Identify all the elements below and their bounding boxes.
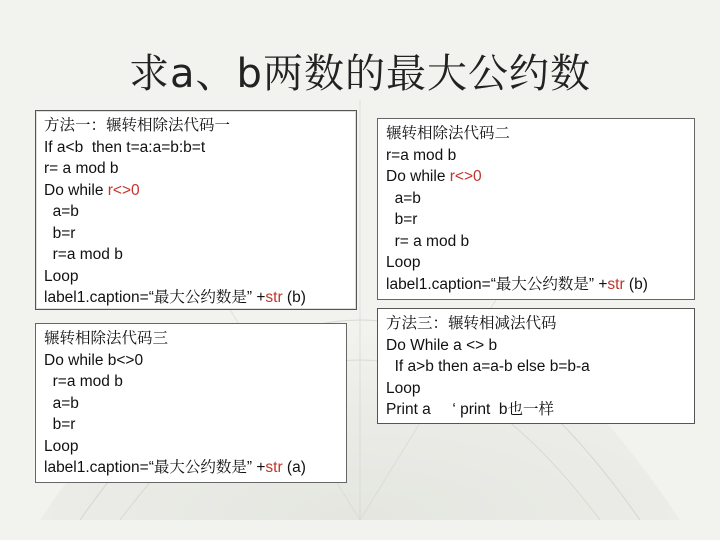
code-line: r=a mod b xyxy=(386,146,457,164)
code-line: 辗转相除法代码三 xyxy=(44,330,169,347)
code-text: Do while xyxy=(386,168,450,185)
code-line xyxy=(378,166,694,188)
code-text: label1.caption=“最大公约数是” + xyxy=(386,275,608,293)
code-line xyxy=(36,180,356,202)
code-text: label1.caption=“最大公约数是” + xyxy=(44,289,266,306)
code-text: Print a xyxy=(386,401,431,418)
code-text: (a) xyxy=(282,459,306,476)
slide-title: 求a、b两数的最大公约数 xyxy=(129,51,591,97)
str-function: str xyxy=(265,289,283,306)
code-line: r= a mod b xyxy=(386,232,470,250)
loop-condition: r<>0 xyxy=(107,181,140,199)
code-line: If a>b then a=a-b else b=b-a xyxy=(386,358,590,375)
code-line: b=r xyxy=(386,211,418,228)
code-line: Do While a <> b xyxy=(386,336,498,354)
code-line: 方法一：辗转相除法代码一 xyxy=(44,117,231,134)
code-line: b=r xyxy=(44,224,76,242)
code-line xyxy=(36,287,356,309)
code-text: (b) xyxy=(624,275,648,293)
code-line: 方法三：辗转相减法代码 xyxy=(386,315,557,332)
code-line: r= a mod b xyxy=(44,160,119,177)
code-text: Do while xyxy=(44,181,108,199)
code-line: 辗转相除法代码二 xyxy=(386,125,511,142)
code-line xyxy=(378,399,694,421)
code-line: a=b xyxy=(44,203,79,220)
loop-condition: r<>0 xyxy=(449,168,482,185)
code-line: b=r xyxy=(44,416,76,433)
code-text: (b) xyxy=(282,289,306,306)
code-text: label1.caption=“最大公约数是” + xyxy=(44,459,266,476)
code-line: r=a mod b xyxy=(44,373,123,390)
str-function: str xyxy=(265,459,283,476)
code-line: Loop xyxy=(386,254,421,271)
code-line: Loop xyxy=(44,437,79,455)
code-line: Loop xyxy=(44,267,79,285)
code-box-method1 xyxy=(35,110,357,310)
code-line xyxy=(378,274,694,296)
code-box-method3 xyxy=(377,308,695,424)
code-line: a=b xyxy=(44,394,79,412)
code-box-method1-variant3 xyxy=(35,323,347,483)
code-box-method1-variant2 xyxy=(377,118,695,300)
code-line: Do while b<>0 xyxy=(44,351,144,369)
code-line: Loop xyxy=(386,379,421,397)
str-function: str xyxy=(607,275,625,293)
code-line xyxy=(36,457,346,479)
code-line: a=b xyxy=(386,189,421,207)
code-line: r=a mod b xyxy=(44,246,123,263)
code-line: If a<b then t=a:a=b:b=t xyxy=(44,138,206,156)
code-comment: ‘ print b也一样 xyxy=(430,401,554,418)
